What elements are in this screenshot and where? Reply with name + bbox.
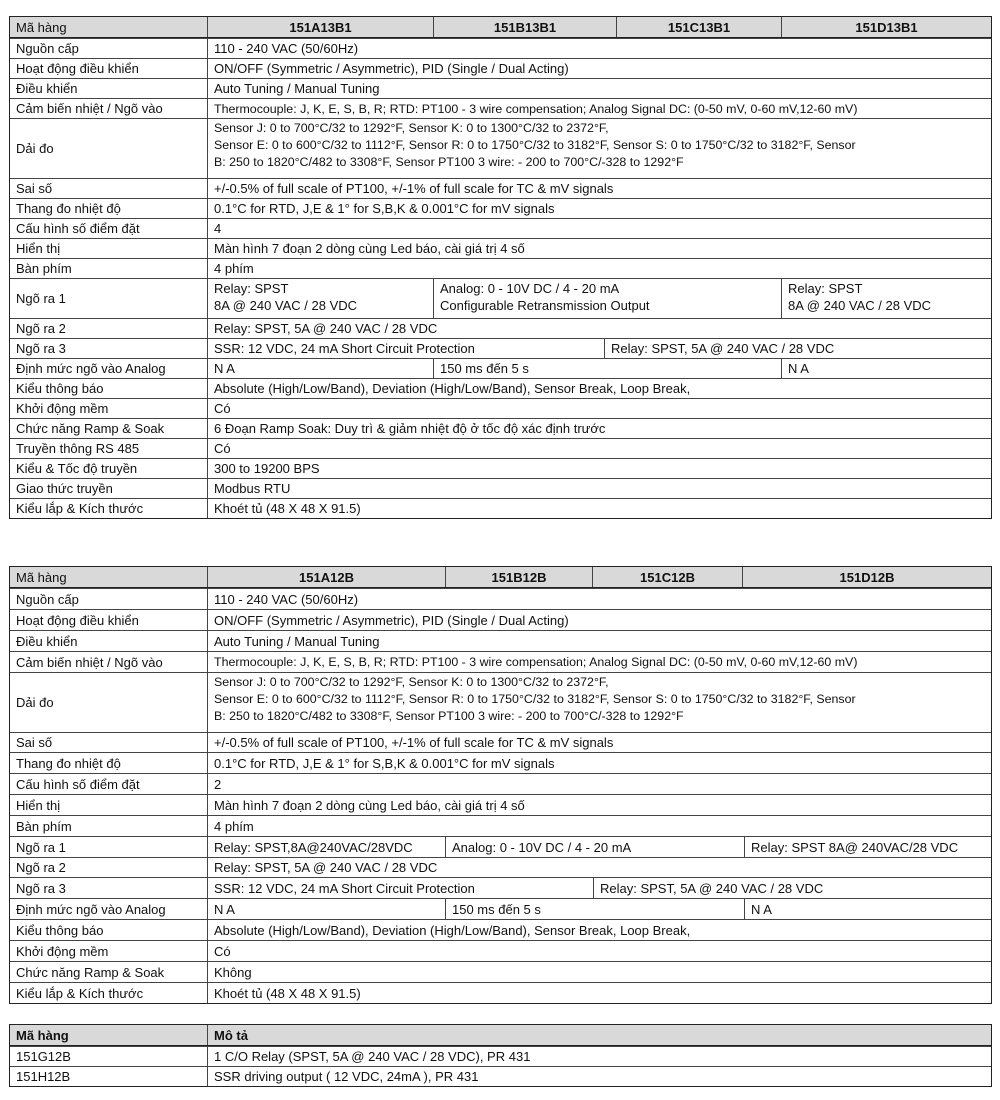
- model-151D13B1: 151D13B1: [855, 19, 918, 35]
- row-label: Điều khiển: [10, 631, 208, 651]
- row-label: Hoạt động điều khiển: [10, 610, 208, 630]
- row-label: Kiểu lắp & Kích thước: [10, 499, 208, 518]
- table-row: [10, 498, 991, 518]
- row-value: SSR driving output ( 12 VDC, 24mA ), PR 431: [214, 1069, 479, 1084]
- header-label: Mã hàng: [10, 567, 208, 587]
- row-value: Thermocouple: J, K, E, S, B, R; RTD: PT100 - 3 wire compensation; Analog Signal DC: (0-50 mV, 0-60 mV,12-60 mV): [214, 101, 858, 116]
- table-row: [10, 836, 991, 857]
- output-cell: Relay: SPST, 5A @ 240 VAC / 28 VDC: [600, 880, 824, 896]
- table-row: [10, 794, 991, 815]
- model-151B13B1: 151B13B1: [434, 17, 617, 37]
- row-value: 4 phím: [214, 261, 254, 276]
- table-row: [10, 38, 991, 58]
- row-label: Kiểu thông báo: [10, 379, 208, 398]
- row-label: Truyền thông RS 485: [10, 439, 208, 458]
- table-row: [10, 418, 991, 438]
- row-label: Cảm biến nhiệt / Ngõ vào: [10, 99, 208, 118]
- table-row: [10, 877, 991, 898]
- model-151C13B1: 151C13B1: [617, 17, 782, 37]
- row-value: Khoét tủ (48 X 48 X 91.5): [214, 501, 361, 516]
- row-label: 151G12B: [10, 1047, 208, 1066]
- table-row: [10, 358, 991, 378]
- row-value: Modbus RTU: [214, 481, 291, 496]
- model-151D12B: 151D12B: [839, 569, 895, 585]
- row-value: 4: [214, 221, 222, 236]
- output-cell: SSR: 12 VDC, 24 mA Short Circuit Protection: [208, 339, 605, 358]
- output-cell: [434, 279, 782, 318]
- row-value: Absolute (High/Low/Band), Deviation (High/Low/Band), Sensor Break, Loop Break,: [214, 922, 691, 938]
- row-value: 300 to 19200 BPS: [214, 461, 320, 476]
- row-value: Auto Tuning / Manual Tuning: [214, 633, 380, 649]
- cell-line: Analog: 0 - 10V DC / 4 - 20 mA: [440, 281, 620, 296]
- row-label: Hiển thị: [10, 795, 208, 815]
- spec-table-151x12b: [9, 566, 992, 1004]
- cell-line: Relay: SPST: [214, 281, 289, 296]
- table-row: [10, 338, 991, 358]
- row-value: 6 Đoạn Ramp Soak: Duy trì & giảm nhiệt độ ở tốc độ xác định trước: [214, 421, 606, 436]
- output-cell: SSR: 12 VDC, 24 mA Short Circuit Protection: [208, 878, 594, 898]
- row-value: Màn hình 7 đoạn 2 dòng cùng Led báo, cài giá trị 4 số: [214, 797, 525, 813]
- header-desc: Mô tả: [214, 1027, 248, 1043]
- row-value: [208, 673, 991, 732]
- table-header-row: [10, 1025, 991, 1046]
- header-label: Mã hàng: [10, 17, 208, 37]
- row-label: Sai số: [10, 179, 208, 198]
- row-label: Bàn phím: [10, 259, 208, 278]
- output-cell: [782, 279, 991, 318]
- table-row: [10, 78, 991, 98]
- table-row: [10, 773, 991, 794]
- row-value: +/-0.5% of full scale of PT100, +/-1% of full scale for TC & mV signals: [214, 181, 614, 196]
- row-value: Auto Tuning / Manual Tuning: [214, 81, 380, 96]
- cell-line: 8A @ 240 VAC / 28 VDC: [214, 298, 358, 313]
- table-row: [10, 58, 991, 78]
- output-cell: Relay: SPST 8A@ 240VAC/28 VDC: [751, 839, 959, 855]
- table-row: [10, 278, 991, 318]
- row-label: Khởi động mềm: [10, 941, 208, 961]
- table-row: [10, 198, 991, 218]
- table-header-row: [10, 17, 991, 38]
- row-label: Kiểu thông báo: [10, 920, 208, 940]
- table-row: [10, 752, 991, 773]
- table-header-row: [10, 567, 991, 588]
- table-row: [10, 218, 991, 238]
- row-label: 151H12B: [10, 1067, 208, 1086]
- range-line: Sensor E: 0 to 600°C/32 to 1112°F, Sensor R: 0 to 1750°C/32 to 3182°F, Sensor S: 0 to 1750°C/32 to 3182°F, Sensor: [214, 692, 856, 706]
- table-row: [10, 318, 991, 338]
- row-label: Định mức ngõ vào Analog: [10, 359, 208, 378]
- accessory-table: [9, 1024, 992, 1087]
- table-row: [10, 238, 991, 258]
- table-row: [10, 478, 991, 498]
- row-label: Dải đo: [10, 673, 208, 732]
- row-label: Ngõ ra 3: [10, 339, 208, 358]
- model-151A13B1: 151A13B1: [208, 17, 434, 37]
- table-row: [10, 588, 991, 609]
- table-row: [10, 630, 991, 651]
- table-row: [10, 857, 991, 877]
- cell-line: Configurable Retransmission Output: [440, 298, 650, 313]
- table-row: [10, 98, 991, 118]
- row-label: Hoạt động điều khiển: [10, 59, 208, 78]
- table-row: [10, 982, 991, 1003]
- row-label: Nguồn cấp: [10, 589, 208, 609]
- row-value: Relay: SPST, 5A @ 240 VAC / 28 VDC: [214, 321, 438, 336]
- row-value: 110 - 240 VAC (50/60Hz): [214, 591, 359, 607]
- table-row: [10, 118, 991, 178]
- cell-line: Relay: SPST: [788, 281, 863, 296]
- row-label: Hiển thị: [10, 239, 208, 258]
- row-value: Absolute (High/Low/Band), Deviation (High/Low/Band), Sensor Break, Loop Break,: [214, 381, 691, 396]
- spec-table-151x13b1: [9, 16, 992, 519]
- table-row: [10, 651, 991, 672]
- table-row: [10, 1046, 991, 1066]
- row-value: 110 - 240 VAC (50/60Hz): [214, 41, 359, 56]
- table-row: [10, 178, 991, 198]
- row-label: Kiểu & Tốc độ truyền: [10, 459, 208, 478]
- row-label: Ngõ ra 2: [10, 858, 208, 877]
- row-label: Giao thức truyền: [10, 479, 208, 498]
- output-cell: Relay: SPST,8A@240VAC/28VDC: [208, 837, 446, 857]
- model-151A12B: 151A12B: [208, 567, 446, 587]
- table-row: [10, 438, 991, 458]
- row-value: 0.1°C for RTD, J,E & 1° for S,B,K & 0.001°C for mV signals: [214, 201, 555, 216]
- table-row: [10, 961, 991, 982]
- table-row: [10, 258, 991, 278]
- range-line: Sensor J: 0 to 700°C/32 to 1292°F, Sensor K: 0 to 1300°C/32 to 2372°F,: [214, 675, 609, 689]
- range-line: B: 250 to 1820°C/482 to 3308°F, Sensor PT100 3 wire: - 200 to 700°C/-328 to 1292°F: [214, 709, 684, 723]
- row-label: Bàn phím: [10, 816, 208, 836]
- row-label: Dải đo: [10, 119, 208, 178]
- rating-cell: N A: [208, 359, 434, 378]
- rating-cell: N A: [751, 901, 772, 917]
- row-value: 0.1°C for RTD, J,E & 1° for S,B,K & 0.001°C for mV signals: [214, 755, 555, 771]
- row-value: 1 C/O Relay (SPST, 5A @ 240 VAC / 28 VDC), PR 431: [214, 1049, 531, 1064]
- model-151C12B: 151C12B: [593, 567, 743, 587]
- row-label: Cấu hình số điểm đặt: [10, 219, 208, 238]
- header-label: Mã hàng: [10, 1025, 208, 1045]
- table-row: [10, 398, 991, 418]
- range-line: B: 250 to 1820°C/482 to 3308°F, Sensor PT100 3 wire: - 200 to 700°C/-328 to 1292°F: [214, 155, 684, 169]
- table-row: [10, 378, 991, 398]
- row-label: Thang đo nhiệt độ: [10, 199, 208, 218]
- row-value: Relay: SPST, 5A @ 240 VAC / 28 VDC: [214, 860, 438, 875]
- row-value: 4 phím: [214, 818, 254, 834]
- row-value: ON/OFF (Symmetric / Asymmetric), PID (Single / Dual Acting): [214, 61, 569, 76]
- output-cell: [208, 279, 434, 318]
- model-151B12B: 151B12B: [446, 567, 593, 587]
- row-value: Có: [214, 441, 231, 456]
- row-label: Cấu hình số điểm đặt: [10, 774, 208, 794]
- row-label: Ngõ ra 3: [10, 878, 208, 898]
- row-value: Không: [214, 964, 252, 980]
- table-row: [10, 940, 991, 961]
- row-value: 2: [214, 776, 222, 792]
- table-row: [10, 898, 991, 919]
- table-row: [10, 732, 991, 752]
- row-value: ON/OFF (Symmetric / Asymmetric), PID (Single / Dual Acting): [214, 612, 569, 628]
- row-label: Sai số: [10, 733, 208, 752]
- row-label: Chức năng Ramp & Soak: [10, 962, 208, 982]
- rating-cell: N A: [208, 899, 446, 919]
- output-cell: Relay: SPST, 5A @ 240 VAC / 28 VDC: [611, 341, 835, 356]
- row-label: Ngõ ra 1: [10, 837, 208, 857]
- range-line: Sensor E: 0 to 600°C/32 to 1112°F, Sensor R: 0 to 1750°C/32 to 3182°F, Sensor S: 0 to 1750°C/32 to 3182°F, Sensor: [214, 138, 856, 152]
- output-cell: Analog: 0 - 10V DC / 4 - 20 mA: [446, 837, 745, 857]
- row-value: Khoét tủ (48 X 48 X 91.5): [214, 985, 361, 1001]
- table-row: [10, 672, 991, 732]
- row-label: Ngõ ra 1: [10, 279, 208, 318]
- table-row: [10, 609, 991, 630]
- rating-cell: 150 ms đến 5 s: [434, 359, 782, 378]
- table-row: [10, 1066, 991, 1086]
- row-value: Màn hình 7 đoạn 2 dòng cùng Led báo, cài giá trị 4 số: [214, 241, 525, 256]
- cell-line: 8A @ 240 VAC / 28 VDC: [788, 298, 932, 313]
- rating-cell: N A: [788, 361, 809, 376]
- row-value: +/-0.5% of full scale of PT100, +/-1% of full scale for TC & mV signals: [214, 735, 614, 750]
- row-label: Thang đo nhiệt độ: [10, 753, 208, 773]
- table-row: [10, 815, 991, 836]
- row-label: Chức năng Ramp & Soak: [10, 419, 208, 438]
- table-row: [10, 919, 991, 940]
- table-row: [10, 458, 991, 478]
- row-label: Cảm biến nhiệt / Ngõ vào: [10, 652, 208, 672]
- row-label: Kiểu lắp & Kích thước: [10, 983, 208, 1003]
- row-label: Định mức ngõ vào Analog: [10, 899, 208, 919]
- row-value: Thermocouple: J, K, E, S, B, R; RTD: PT100 - 3 wire compensation; Analog Signal DC: (0-50 mV, 0-60 mV,12-60 mV): [214, 655, 858, 669]
- row-value: Có: [214, 943, 231, 959]
- row-label: Điều khiển: [10, 79, 208, 98]
- row-label: Khởi động mềm: [10, 399, 208, 418]
- range-line: Sensor J: 0 to 700°C/32 to 1292°F, Sensor K: 0 to 1300°C/32 to 2372°F,: [214, 121, 609, 135]
- row-label: Ngõ ra 2: [10, 319, 208, 338]
- row-value: Có: [214, 401, 231, 416]
- row-label: Nguồn cấp: [10, 39, 208, 58]
- rating-cell: 150 ms đến 5 s: [446, 899, 745, 919]
- row-value: [208, 119, 991, 178]
